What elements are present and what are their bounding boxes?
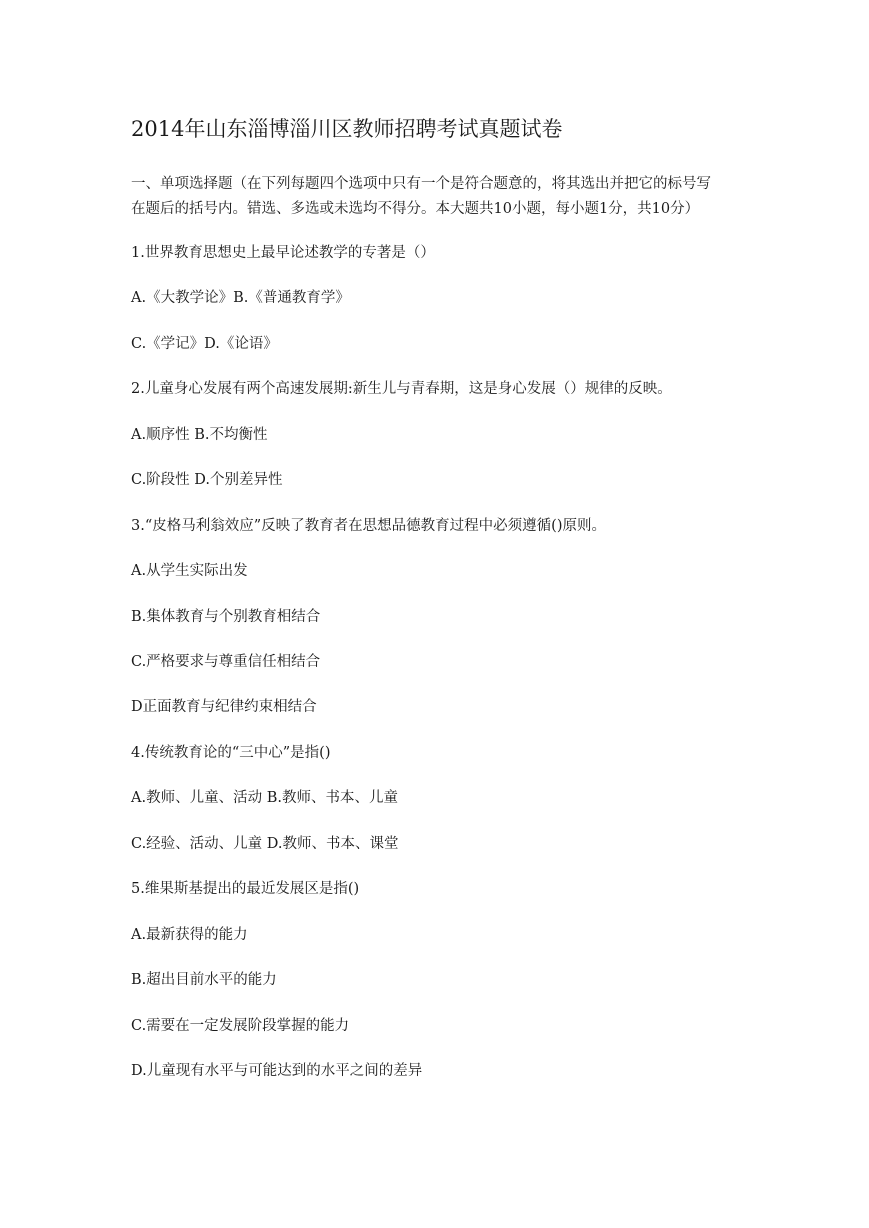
question-5-option-b: B.超出目前水平的能力 <box>131 972 277 988</box>
question-1-options-ab: A.《大教学论》B.《普通教育学》 <box>131 290 350 306</box>
document-title: 2014年山东淄博淄川区教师招聘考试真题试卷 <box>131 117 563 141</box>
question-4-options-ab: A.教师、儿童、活动 B.教师、书本、儿童 <box>131 790 398 806</box>
question-3: 3.“皮格马利翁效应”反映了教育者在思想品德教育过程中必须遵循()原则。 <box>131 518 606 534</box>
question-2-options-cd: C.阶段性 D.个别差异性 <box>131 472 283 488</box>
question-3-option-a: A.从学生实际出发 <box>131 563 248 579</box>
question-1-options-cd: C.《学记》D.《论语》 <box>131 336 278 352</box>
question-4-options-cd: C.经验、活动、儿童 D.教师、书本、课堂 <box>131 836 399 852</box>
question-5-option-d: D.儿童现有水平与可能达到的水平之间的差异 <box>131 1063 423 1079</box>
question-5-option-c: C.需要在一定发展阶段掌握的能力 <box>131 1018 350 1034</box>
question-5: 5.维果斯基提出的最近发展区是指() <box>131 881 360 897</box>
question-3-option-c: C.严格要求与尊重信任相结合 <box>131 654 321 670</box>
question-2-options-ab: A.顺序性 B.不均衡性 <box>131 427 268 443</box>
section-intro-line: 在题后的括号内。错选、多选或未选均不得分。本大题共10小题，每小题1分，共10分） <box>131 201 700 217</box>
question-5-option-a: A.最新获得的能力 <box>131 927 248 943</box>
section-intro <box>131 172 751 222</box>
question-3-option-b: B.集体教育与个别教育相结合 <box>131 609 321 625</box>
question-3-option-d: D正面教育与纪律约束相结合 <box>131 699 317 715</box>
question-1: 1.世界教育思想史上最早论述教学的专著是（） <box>131 245 435 261</box>
question-4: 4.传统教育论的“三中心”是指() <box>131 745 331 761</box>
question-2: 2.儿童身心发展有两个高速发展期:新生儿与青春期，这是身心发展（）规律的反映。 <box>131 381 672 397</box>
section-intro-line: 一、单项选择题（在下列每题四个选项中只有一个是符合题意的，将其选出并把它的标号写 <box>131 176 711 192</box>
